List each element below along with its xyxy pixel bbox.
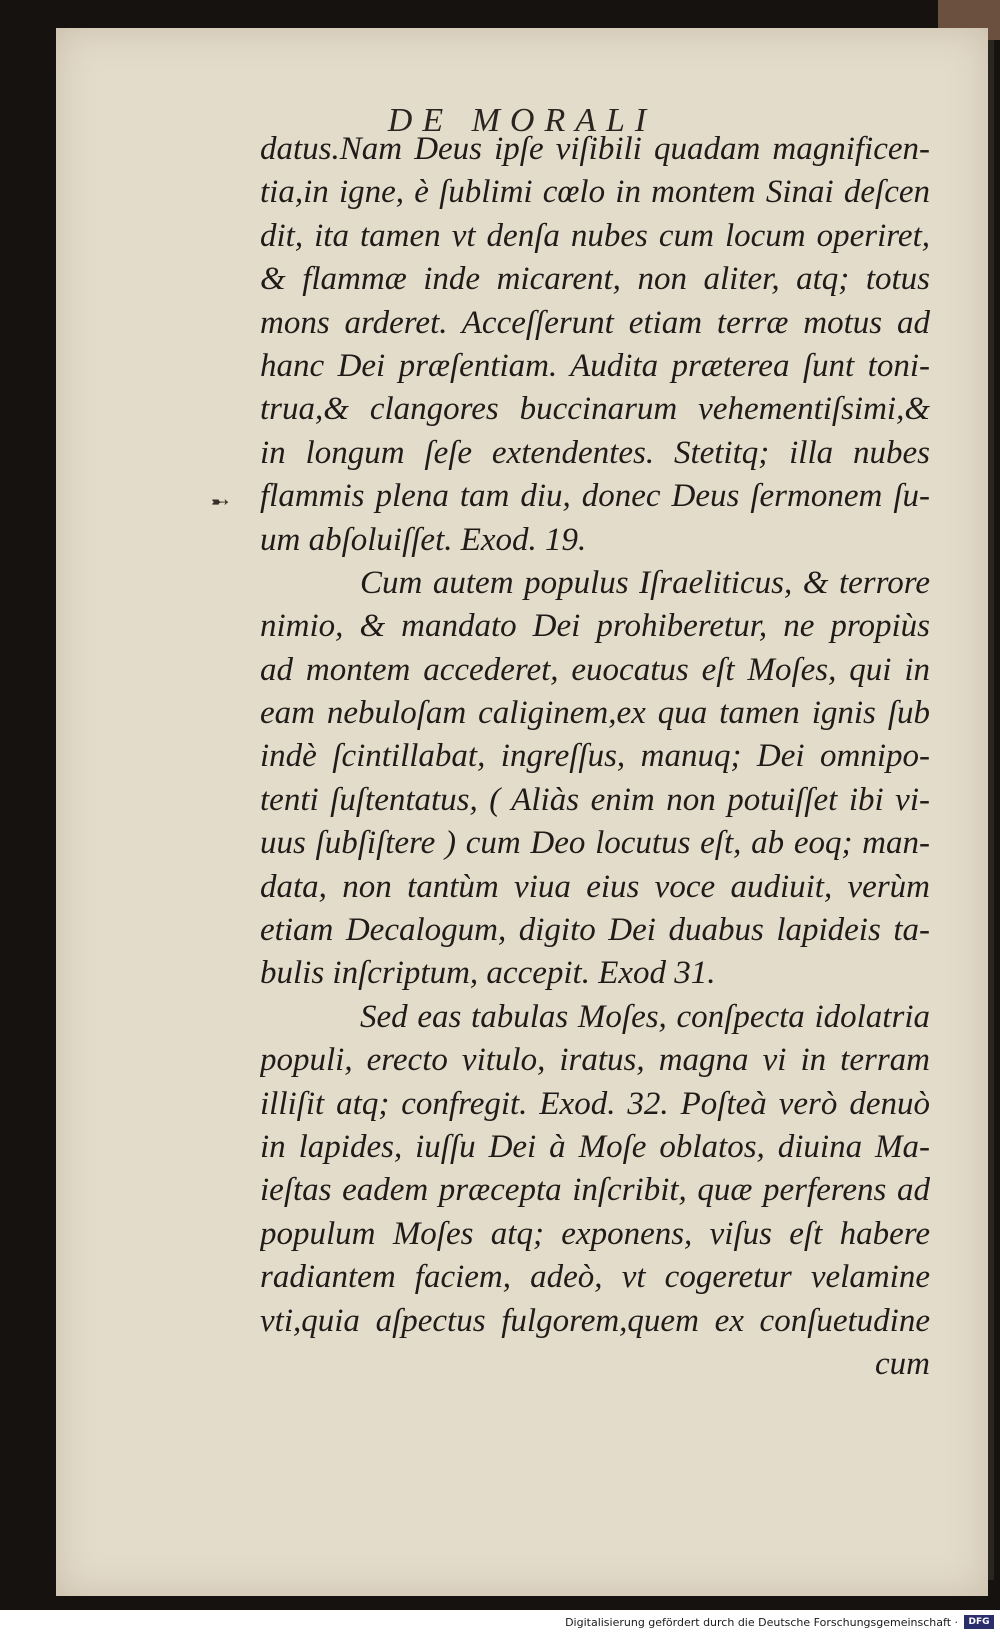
body-text: [260, 128, 930, 1386]
text-line: uus ſubſiſtere ) cum Deo locutus eſt, ab eoq; man-: [260, 825, 930, 862]
dfg-logo: DFG: [964, 1615, 994, 1629]
text-line: um abſoluiſſet. Exod. 19.: [260, 521, 587, 558]
catchword: cum: [875, 1345, 930, 1382]
text-line: illiſit atq; confregit. Exod. 32. Poſteà verò denuò: [260, 1085, 930, 1122]
text-line: in lapides, iuſſu Dei à Moſe oblatos, diuina Ma-: [260, 1128, 930, 1165]
text-line: indè ſcintillabat, ingreſſus, manuq; Dei omnipo-: [260, 738, 930, 775]
text-line: bulis inſcriptum, accepit. Exod 31.: [260, 955, 716, 992]
paragraph-start-line: Sed eas tabulas Moſes, conſpecta idolatria: [360, 998, 930, 1035]
text-line: dit, ita tamen vt denſa nubes cum locum operiret,: [260, 217, 930, 254]
text-line: populi, erecto vitulo, iratus, magna vi in terram: [260, 1042, 930, 1079]
text-line: mons arderet. Acceſſerunt etiam terræ motus ad: [260, 304, 930, 341]
text-line: flammis plena tam diu, donec Deus ſermonem ſu-: [260, 478, 930, 515]
text-line: populum Moſes atq; exponens, viſus eſt habere: [260, 1215, 930, 1252]
margin-pointer-icon: ➸: [211, 490, 230, 515]
running-header: DE MORALI: [387, 102, 657, 139]
text-line: etiam Decalogum, digito Dei duabus lapideis ta-: [260, 912, 930, 949]
text-line: data, non tantùm viua eius voce audiuit, verùm: [260, 868, 930, 905]
text-line: radiantem faciem, adeò, vt cogeretur velamine: [260, 1259, 930, 1296]
text-line: in longum ſeſe extendentes. Stetitq; illa nubes: [260, 434, 930, 471]
text-line: datus.Nam Deus ipſe viſibili quadam magnificen-: [260, 131, 930, 167]
page-edge: [988, 40, 994, 1580]
footer-bar: [0, 1612, 1000, 1636]
text-line: ieſtas eadem præcepta inſcribit, quæ perferens ad: [260, 1172, 930, 1209]
text-line: nimio, & mandato Dei prohiberetur, ne propiùs: [260, 608, 930, 645]
text-line: eam nebuloſam caliginem,ex qua tamen ignis ſub: [260, 695, 930, 732]
paragraph-start-line: Cum autem populus Iſraeliticus, & terrore: [360, 564, 930, 601]
text-line: trua,& clangores buccinarum vehementiſsimi,&: [260, 391, 930, 428]
text-line: tenti ſuſtentatus, ( Aliàs enim non potuiſſet ibi vi-: [260, 781, 930, 818]
funding-credit: Digitalisierung gefördert durch die Deutsche Forschungsgemeinschaft ·: [565, 1616, 958, 1629]
text-line: ad montem accederet, euocatus eſt Moſes, qui in: [260, 651, 930, 688]
text-line: hanc Dei præſentiam. Audita præterea ſunt toni-: [260, 347, 930, 384]
text-line: & flammæ inde micarent, non aliter, atq; totus: [260, 261, 930, 298]
text-line: vti,quia aſpectus fulgorem,quem ex conſuetudine: [260, 1302, 930, 1339]
text-line: tia,in igne, è ſublimi cœlo in montem Sinai deſcen: [260, 174, 930, 211]
